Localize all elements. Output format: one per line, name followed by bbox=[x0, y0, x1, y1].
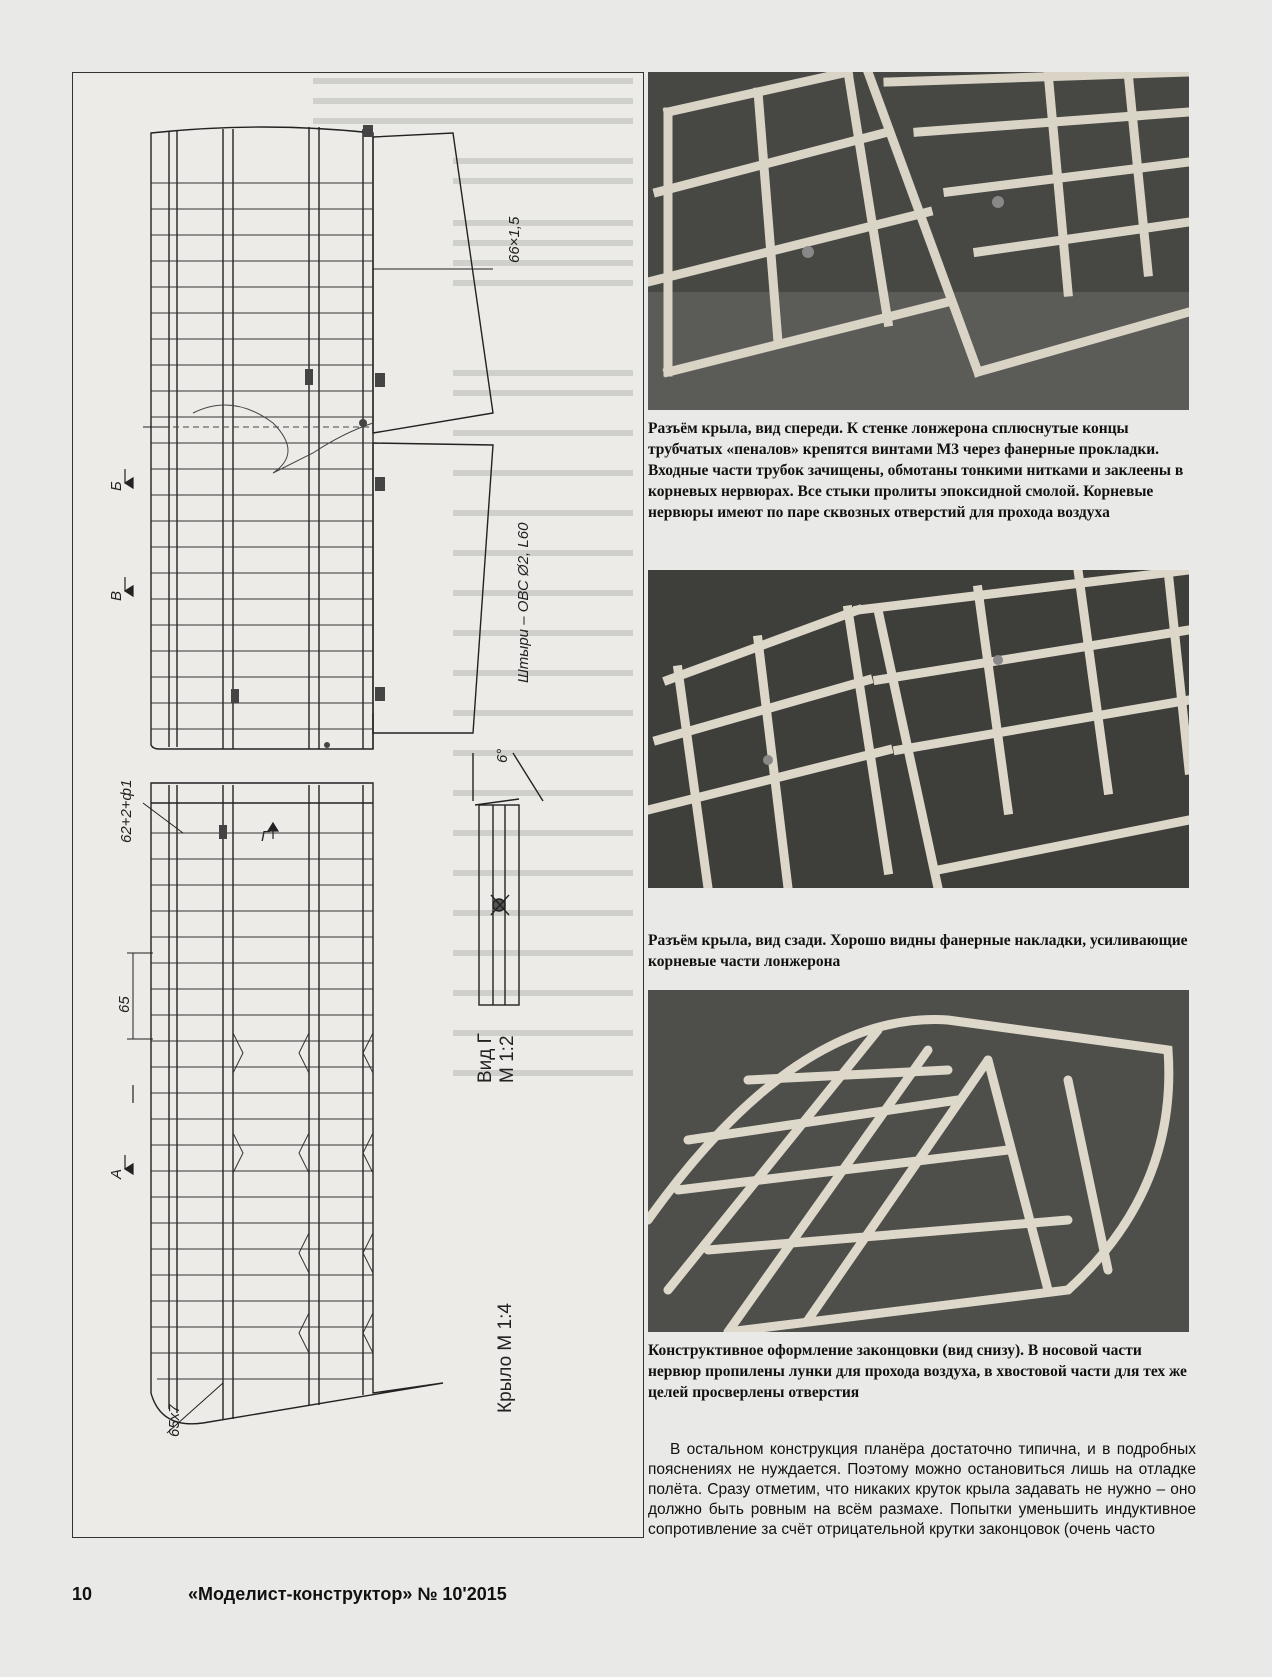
view-g-scale: М 1:2 bbox=[497, 1035, 518, 1083]
body-text-paragraph: В остальном конструкция планёра достаточно типична, и в подробных пояснениях не нуждается. Поэтому можно остановиться лишь на отладке полёта. Сразу отметим, что никаких круток крыла задавать не нужно – оно должно быть ровным на всём размахе. Попытки уменьшить индуктивное сопротивление за счёт отрицательной крутки законцовок (очень часто bbox=[648, 1441, 1196, 1538]
view-g-marker: Г bbox=[261, 828, 270, 845]
upper-wing-panel bbox=[151, 127, 493, 749]
upper-wing-ribs bbox=[151, 183, 373, 729]
photo-wing-tip-image bbox=[648, 990, 1189, 1332]
photo-wing-joint-front bbox=[648, 72, 1189, 410]
dim-65-label: 65 bbox=[116, 996, 133, 1013]
dim-62-2-f1-label: 62+2+ф1 bbox=[118, 779, 135, 843]
upper-wing-fittings bbox=[231, 125, 385, 748]
wing-drawing bbox=[72, 72, 644, 1538]
background-text-residue bbox=[313, 81, 633, 1073]
upper-wing-breakline bbox=[153, 405, 373, 473]
section-v-label: В bbox=[108, 590, 125, 601]
lower-wing-ribs bbox=[151, 833, 373, 1379]
photo-wing-joint-rear bbox=[648, 570, 1189, 888]
section-markers bbox=[125, 469, 278, 1174]
lower-wing-fittings bbox=[219, 825, 227, 839]
journal-footer: «Моделист-конструктор» № 10'2015 bbox=[188, 1584, 507, 1604]
wing-drawing-title: Крыло М 1:4 bbox=[495, 1303, 516, 1413]
photo-caption-1: Разъём крыла, вид спереди. К стенке лонжерона сплюснутые концы трубчатых «пеналов» крепятся винтами М3 через фанерные прокладки. Входные части трубок зачищены, обмотаны тонкими нитками и заклеены в корневых нервюрах. Все стыки пролиты эпоксидной смолой. Корневые нервюры имеют по паре сквозных отверстий для прохода воздуха bbox=[648, 420, 1184, 521]
photo-wing-joint-front-image bbox=[648, 72, 1189, 410]
pins-label: Штыри – ОВС Ø2, L60 bbox=[515, 522, 532, 683]
lower-wing-gussets bbox=[233, 1033, 373, 1353]
photo-caption-2: Разъём крыла, вид сзади. Хорошо видны фанерные накладки, усиливающие корневые части лонжерона bbox=[648, 932, 1188, 970]
photo-caption-3: Конструктивное оформление законцовки (вид снизу). В носовой части нервюр пропилены лунки для прохода воздуха, в хвостовой части для тех же целей просверлены отверстия bbox=[648, 1342, 1187, 1401]
section-a-label: А bbox=[108, 1168, 125, 1179]
photo-wing-tip bbox=[648, 990, 1189, 1332]
lower-wing-panel bbox=[151, 783, 443, 1424]
dim-65x7-label: 65х7 bbox=[166, 1404, 183, 1437]
page-number: 10 bbox=[72, 1584, 93, 1604]
section-b-label: Б bbox=[108, 481, 125, 491]
dim-66x1-5-label: 66×1,5 bbox=[506, 216, 523, 263]
angle-label: 6° bbox=[494, 748, 511, 763]
photo-wing-joint-rear-image bbox=[648, 570, 1189, 888]
wing-drawing-svg bbox=[73, 73, 643, 1537]
view-g-title: Вид Г bbox=[475, 1033, 496, 1083]
